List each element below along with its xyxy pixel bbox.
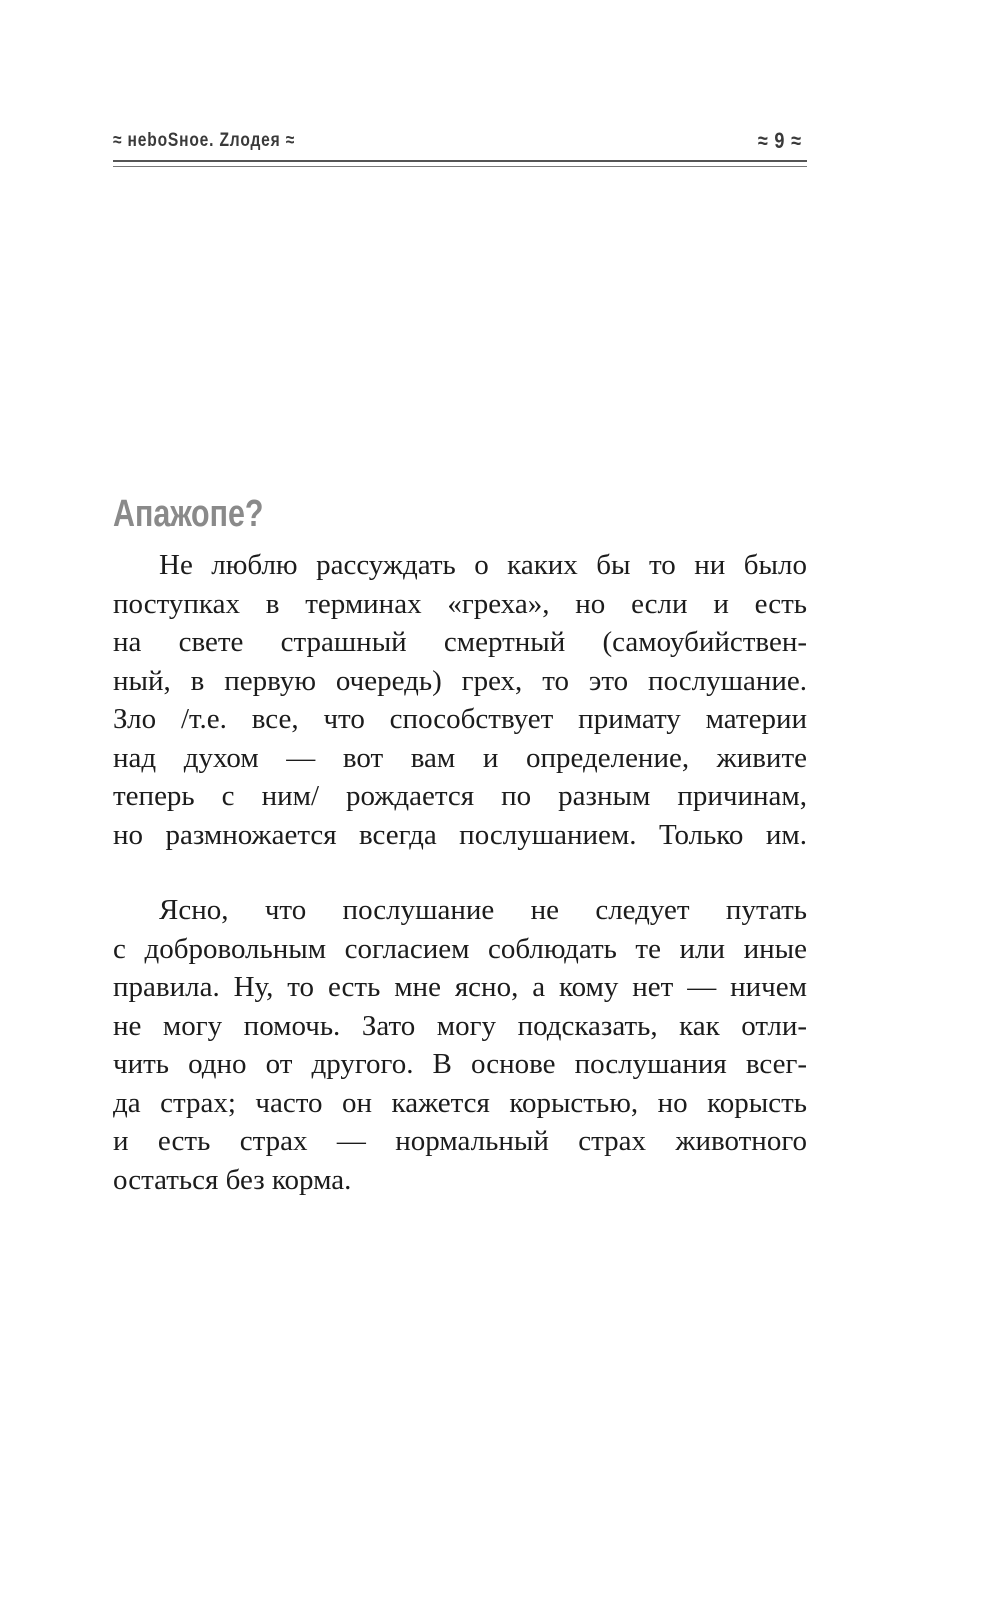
text-line: чить одно от другого. В основе послушания всег- — [113, 1048, 807, 1080]
text-line: правила. Ну, то есть мне ясно, а кому нет — ничем — [113, 971, 807, 1003]
text-line: ный, в первую очередь) грех, то это послушание. — [113, 664, 807, 697]
paragraph — [113, 546, 807, 854]
text-line: над духом — вот вам и определение, живите — [113, 741, 807, 774]
running-header-title — [113, 128, 335, 154]
page-number: ≈ 9 ≈ — [758, 128, 803, 153]
section-title: Апажопе? — [113, 493, 264, 535]
text-line: Не люблю рассуждать о каких бы то ни было — [159, 549, 807, 581]
text-line: остаться без корма. — [113, 1163, 352, 1196]
running-header — [113, 128, 807, 154]
text-line: поступках в терминах «греха», но если и есть — [113, 587, 807, 620]
text-line: Ясно, что послушание не следует путать — [159, 894, 807, 926]
paragraph — [113, 891, 807, 1199]
text-line: Зло /т.е. все, что способствует примату материи — [113, 703, 807, 735]
text-line: и есть страх — нормальный страх животного — [113, 1125, 807, 1157]
book-title: ≈ неboSное. Zлодея ≈ — [113, 130, 296, 151]
text-line: на свете страшный смертный (самоубийствен- — [113, 626, 807, 658]
header-rule-top — [113, 160, 807, 162]
header-rule-bottom — [113, 166, 807, 167]
running-header-page-number — [753, 128, 807, 156]
text-line: но размножается всегда послушанием. Только им. — [113, 818, 807, 851]
text-line: да страх; часто он кажется корыстью, но корысть — [113, 1086, 807, 1119]
text-line: теперь с ним/ рождается по разным причинам, — [113, 780, 807, 812]
text-line: с добровольным согласием соблюдать те или иные — [113, 932, 807, 965]
text-line: не могу помочь. Зато могу подсказать, как отли- — [113, 1009, 807, 1042]
